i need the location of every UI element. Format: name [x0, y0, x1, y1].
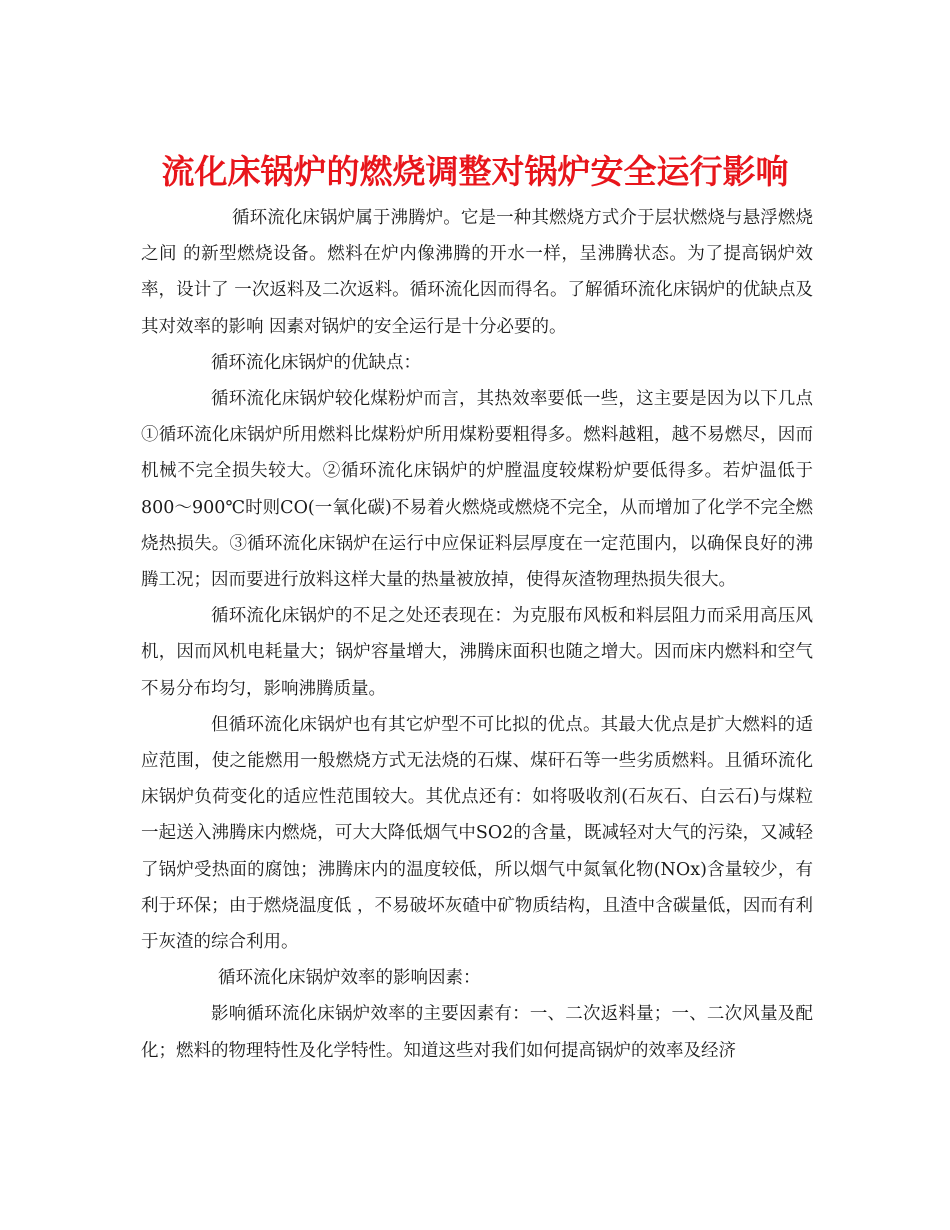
paragraph-efficiency-losses: 循环流化床锅炉较化煤粉炉而言，其热效率要低一些，这主要是因为以下几点①循环流化床锅炉所用燃料比煤粉炉所用煤粉要粗得多。燃料越粗，越不易燃尽，因而机械不完全损失较大。②循环流化床锅炉的炉膛温度较煤粉炉要低得多。若炉温低于800～900℃时则CO(一氧化碳)不易着火燃烧或燃烧不完全，从而增加了化学不完全燃烧热损失。③循环流化床锅炉在运行中应保证料层厚度在一定范围内，以确保良好的沸腾工况；因而要进行放料这样大量的热量被放掉，使得灰渣物理热损失很大。 — [141, 389, 813, 591]
paragraph-efficiency-factors: 影响循环流化床锅炉效率的主要因素有：一、二次返料量；一、二次风量及配化；燃料的物理特性及化学特性。知道这些对我们如何提高锅炉的效率及经济 — [141, 1004, 813, 1061]
paragraph-advantages: 但循环流化床锅炉也有其它炉型不可比拟的优点。其最大优点是扩大燃料的适应范围，使之能燃用一般燃烧方式无法烧的石煤、煤矸石等一些劣质燃料。且循环流化床锅炉负荷变化的适应性范围较大。其优点还有：如将吸收剂(石灰石、白云石)与煤粒一起送入沸腾床内燃烧，可大大降低烟气中SO2的含量，既减轻对大气的污染，又减轻了锅炉受热面的腐蚀；沸腾床内的温度较低，所以烟气中氮氧化物(NOx)含量较少，有利于环保；由于燃烧温度低 ，不易破坏灰碴中矿物质结构，且渣中含碳量低，因而有利于灰渣的综合利用。 — [141, 714, 813, 953]
document-body — [141, 200, 813, 1069]
document-title: 流化床锅炉的燃烧调整对锅炉安全运行影响 — [161, 152, 789, 192]
section-heading-pros-cons: 循环流化床锅炉的优缺点： — [211, 352, 421, 373]
paragraph-shortcomings: 循环流化床锅炉的不足之处还表现在：为克服布风板和料层阻力而采用高压风机，因而风机电耗量大；锅炉容量增大，沸腾床面积也随之增大。因而床内燃料和空气不易分布均匀，影响沸腾质量。 — [141, 606, 813, 699]
section-heading-efficiency-factors: 循环流化床锅炉效率的影响因素： — [218, 968, 481, 989]
paragraph-intro: 循环流化床锅炉属于沸腾炉。它是一种其燃烧方式介于层状燃烧与悬浮燃烧之间 的新型燃烧设备。燃料在炉内像沸腾的开水一样，呈沸腾状态。为了提高锅炉效率，设计了 一次返料及二次返料。循环流化因而得名。了解循环流化床锅炉的优缺点及其对效率的影响 因素对锅炉的安全运行是十分必要的。 — [141, 208, 813, 337]
